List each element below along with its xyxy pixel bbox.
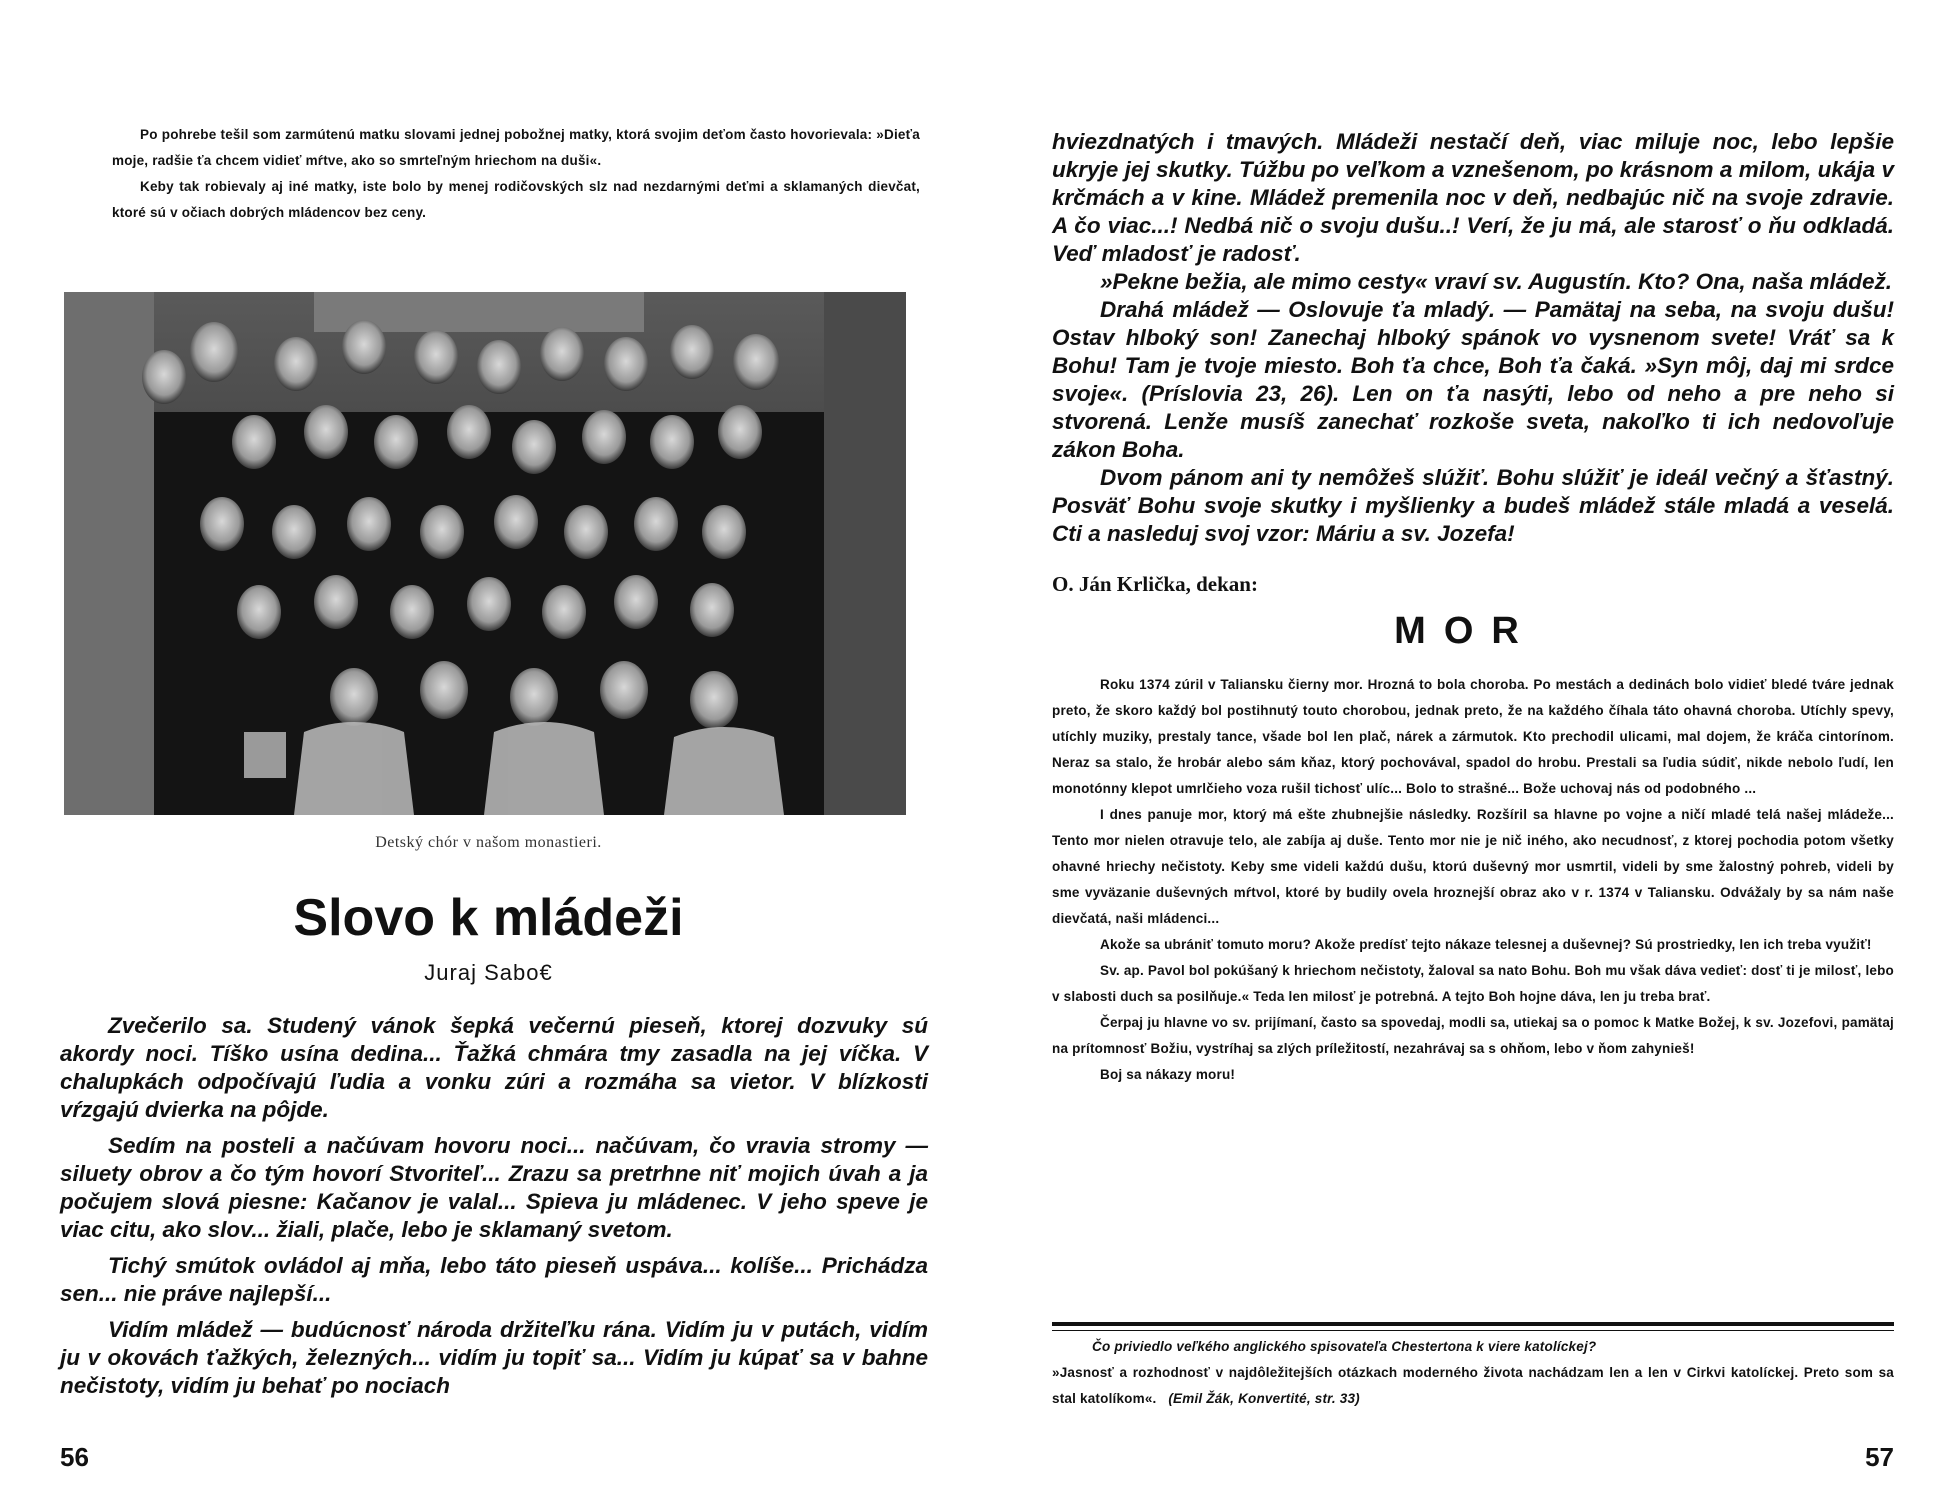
footer-question: Čo priviedlo veľkého anglického spisovateľa Chestertona k viere katolíckej? bbox=[1092, 1339, 1597, 1354]
mor-paragraph: I dnes panuje mor, ktorý má ešte zhubnejšie následky. Rozšíril sa hlavne po vojne a ničí mladé telá našej mládeže... Tento mor nielen otravuje telo, ale zabíja aj duše. Tento mor nie je nič iného, ako necudnosť, z ktorej pochodia potom všetky ohavné hriechy nečistoty. Keby sme videli každú dušu, ktorú duševný mor usmrtil, videli by sme žalostný pohreb, videli by sme vyväzanie duševných mŕtvol, ktoré by budily ovela hroznejší obraz ako v r. 1374 v Taliansku. Odvážaly by sa nám naše dievčatá, naši mládenci... bbox=[1052, 807, 1894, 926]
footer-note bbox=[1052, 1334, 1894, 1412]
body-paragraph: Vidím mládež — budúcnosť národa držiteľku rána. Vidím ju v putách, vidím ju v okovách ťažkých, železných... vidím ju topiť sa... Vidím ju kúpať sa v bahne nečistoty, vidím ju behať po nociach bbox=[60, 1317, 928, 1398]
page-number-left: 56 bbox=[60, 1442, 89, 1472]
footer-rule bbox=[1052, 1322, 1894, 1326]
body-paragraph: »Pekne bežia, ale mimo cesty« vraví sv. Augustín. Kto? Ona, naša mládež. bbox=[1100, 269, 1892, 294]
body-paragraph: Sedím na posteli a načúvam hovoru noci... načúvam, čo vravia stromy — siluety obrov a čo tým hovorí Stvoriteľ... Zrazu sa pretrhne niť mojich úvah a ja počujem slová piesne: Kačanov je valal... Spieva ju mládenec. V jeho speve je viac citu, ako slov... žiali, plače, lebo je sklamaný svetom. bbox=[60, 1133, 928, 1242]
footer-rule-thin bbox=[1052, 1330, 1894, 1331]
mor-body bbox=[1052, 672, 1894, 1088]
right-page bbox=[977, 0, 1954, 1500]
intro-paragraph: Po pohrebe tešil som zarmútenú matku slovami jednej pobožnej matky, ktorá svojim deťom často hovorievala: »Dieťa moje, radšie ťa chcem vidieť mŕtve, ako so smrteľným hriechom na duši«. bbox=[112, 127, 920, 168]
mor-byline: O. Ján Krlička, dekan: bbox=[1052, 572, 1258, 596]
mor-title: MOR bbox=[1394, 610, 1537, 652]
mor-paragraph: Čerpaj ju hlavne vo sv. prijímaní, často sa spovedaj, modli sa, utiekaj sa o pomoc k Matke Božej, k sv. Jozefovi, pamätaj na prítomnosť Božiu, vystríhaj sa zlých príležitostí, nezahrávaj sa s ohňom, lebo v ňom zahynieš! bbox=[1052, 1015, 1894, 1056]
article-title: Slovo k mládeži bbox=[293, 889, 684, 947]
mor-paragraph: Boj sa nákazy moru! bbox=[1100, 1067, 1236, 1082]
mor-paragraph: Sv. ap. Pavol bol pokúšaný k hriechom nečistoty, žaloval sa nato Bohu. Boh mu však dáva vedieť: dosť ti je milosť, lebo v slabosti duch sa posilňuje.« Teda len milosť je potrebná. A tejto Boh hojne dáva, len ju treba brať. bbox=[1052, 963, 1894, 1004]
article-continuation bbox=[1052, 128, 1894, 548]
intro-text bbox=[112, 122, 920, 226]
mor-paragraph: Roku 1374 zúril v Taliansku čierny mor. Hrozná to bola choroba. Po mestách a dedinách bolo vidieť bledé tváre jednak preto, že skoro každý bol postihnutý touto chorobou, jednak preto, že na každého číhala táto ohavná choroba. Utíchly spevy, utíchly muziky, prestaly tance, všade bol len plač, nárek a zármutok. Kto prechodil ulicami, mal dojem, že kráča cintorínom. Neraz sa stalo, že hrobár alebo sám kňaz, ktorý pochovával, spadol do hrobu. Prestali sa ľudia súdiť, nikde nebolo ľudí, len monotónny klepot umrlčieho voza rušil tichosť ulíc... Bolo to strašné... Bože uchovaj nás od podobného ... bbox=[1052, 677, 1894, 796]
footer-citation: (Emil Žák, Konvertité, str. 33) bbox=[1168, 1391, 1360, 1406]
article-body bbox=[60, 1012, 928, 1400]
body-paragraph: Dvom pánom ani ty nemôžeš slúžiť. Bohu slúžiť je ideál večný a šťastný. Posväť Bohu svoje skutky i myšlienky a budeš mládež stále mladá a veselá. Cti a nasleduj svoj vzor: Máriu a sv. Jozefa! bbox=[1052, 465, 1894, 546]
footer-answer bbox=[1052, 1360, 1894, 1412]
body-paragraph: Drahá mládež — Oslovuje ťa mladý. — Pamätaj na seba, na svoju dušu! Ostav hlboký son! Zanechaj hlboký spánok vo vysnenom svete! Vráť sa k Bohu! Tam je tvoje miesto. Boh ťa chce, Boh ťa čaká. »Syn môj, daj mi srdce svoje«. (Príslovia 23, 26). Len on ťa nasýti, lebo od neho a pre neho si stvorená. Lenže musíš zanechať rozkoše sveta, nakoľko ti ich nedovoľuje zákon Boha. bbox=[1052, 297, 1894, 462]
choir-photo-image bbox=[64, 292, 906, 815]
photo-caption: Detský chór v našom monastieri. bbox=[375, 834, 602, 851]
page-number-right: 57 bbox=[1865, 1442, 1894, 1472]
body-paragraph: Zvečerilo sa. Studený vánok šepká večernú pieseň, ktorej dozvuky sú akordy noci. Tíško usína dedina... Ťažká chmára tmy zasadla na jej víčka. V chalupkách odpočívajú ľudia a vonku zúri a rozmáha sa vietor. V blízkosti vŕzgajú dvierka na pôjde. bbox=[60, 1013, 928, 1122]
article-author: Juraj Sabo€ bbox=[424, 960, 553, 985]
footer-answer-text: »Jasnosť a rozhodnosť v najdôležitejších otázkach moderného života nachádzam len a len v Cirkvi katolíckej. Preto som sa stal katolíkom«. bbox=[1052, 1365, 1894, 1406]
body-paragraph: hviezdnatých i tmavých. Mládeži nestačí deň, viac miluje noc, lebo lepšie ukryje jej skutky. Túžbu po veľkom a vznešenom, po krásnom a milom, ukája v krčmách a v kine. Mládež premenila noc v deň, nedbajúc nič na svoje zdravie. A čo viac...! Nedbá nič o svoju dušu..! Verí, že ju má, ale starosť o ňu odkladá. Veď mladosť je radosť. bbox=[1052, 129, 1894, 266]
body-paragraph: Tichý smútok ovládol aj mňa, lebo táto pieseň uspáva... kolíše... Prichádza sen... nie práve najlepší... bbox=[60, 1253, 928, 1306]
mor-paragraph: Akože sa ubrániť tomuto moru? Akože predísť tejto nákaze telesnej a duševnej? Sú prostriedky, len ich treba využiť! bbox=[1100, 937, 1872, 952]
intro-paragraph: Keby tak robievaly aj iné matky, iste bolo by menej rodičovských slz nad nezdarnými deťmi a sklamaných dievčat, ktoré sú v očiach dobrých mládencov bez ceny. bbox=[112, 179, 920, 220]
choir-photo bbox=[64, 292, 906, 815]
